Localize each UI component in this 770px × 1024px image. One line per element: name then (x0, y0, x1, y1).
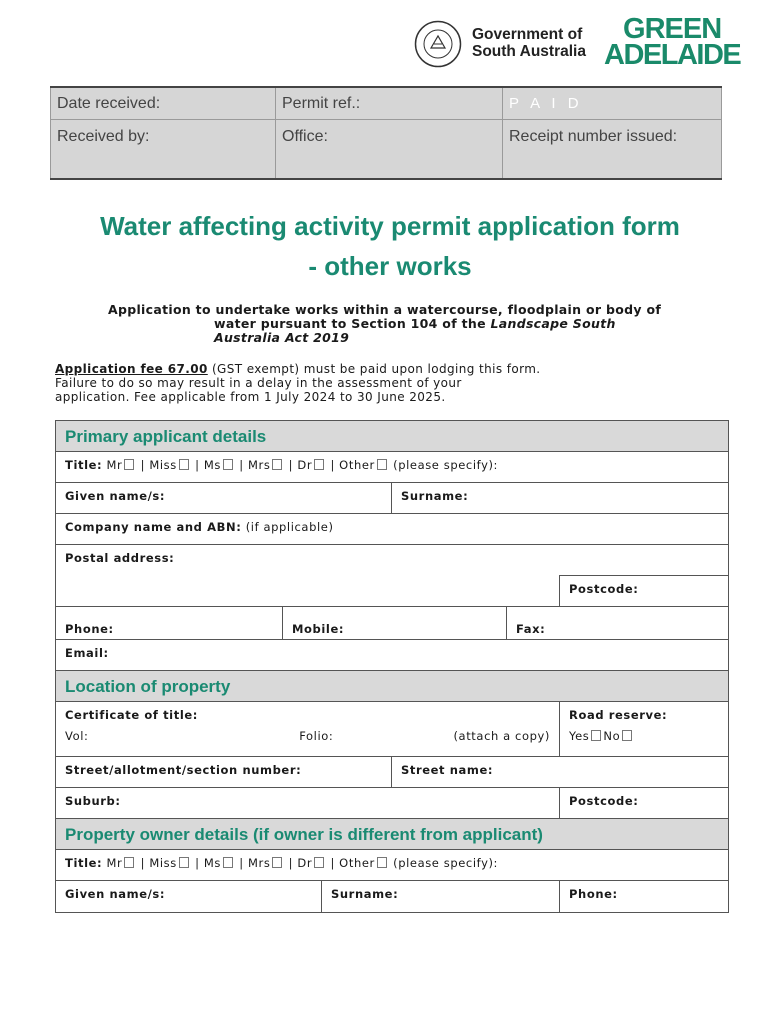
suburb-row (56, 788, 728, 819)
street-row (56, 757, 728, 788)
email-row (56, 640, 728, 671)
paid-stamp: P A I D (503, 87, 722, 120)
green-adelaide-logo: GREEN ADELAIDE (604, 13, 741, 71)
owner-given-name-field[interactable]: Given name/s: (56, 881, 322, 912)
checkbox[interactable] (377, 459, 387, 470)
postal-row (56, 545, 728, 607)
email-field[interactable]: Email: (65, 646, 109, 660)
checkbox[interactable] (314, 857, 324, 868)
fax-field[interactable]: Fax: (516, 622, 546, 636)
section-heading-location: Location of property (56, 671, 728, 702)
permit-ref-field[interactable]: Permit ref.: (276, 87, 503, 120)
checkbox[interactable] (591, 730, 601, 741)
owner-phone-field[interactable]: Phone: (569, 887, 618, 901)
checkbox[interactable] (377, 857, 387, 868)
surname-field[interactable]: Surname: (401, 489, 469, 503)
government-logo-text: Government of South Australia (472, 26, 586, 60)
office-use-table (50, 86, 722, 180)
name-row (56, 483, 728, 514)
certificate-of-title-field[interactable]: Certificate of title: Vol: Folio: (attach a copy) (56, 702, 560, 756)
postcode-field[interactable]: Postcode: (559, 575, 728, 606)
suburb-field[interactable]: Suburb: (56, 788, 560, 818)
fee-notice: Application fee 67.00 (GST exempt) must be paid upon lodging this form. Failure to do so may result in a delay in the assessment of your application. Fee applicable from 1 July 2024 to 30 June 2025. (55, 362, 541, 404)
street-name-field[interactable]: Street name: (401, 763, 494, 777)
postcode-field[interactable]: Postcode: (569, 794, 639, 808)
checkbox[interactable] (622, 730, 632, 741)
checkbox[interactable] (314, 459, 324, 470)
received-by-field[interactable]: Received by: (51, 120, 276, 180)
owner-title-row: Title: Mr | Miss | Ms | Mrs | Dr | Other (please specify): (56, 850, 728, 881)
checkbox[interactable] (179, 459, 189, 470)
date-received-field[interactable]: Date received: (51, 87, 276, 120)
owner-name-row (56, 881, 728, 912)
given-name-field[interactable]: Given name/s: (56, 483, 392, 513)
company-field[interactable]: Company name and ABN: (if applicable) (65, 520, 334, 534)
checkbox[interactable] (124, 857, 134, 868)
section-heading-owner: Property owner details (if owner is different from applicant) (56, 819, 728, 850)
sa-government-seal (414, 20, 462, 68)
page-title: Water affecting activity permit application form - other works (100, 211, 680, 281)
receipt-number-field[interactable]: Receipt number issued: (503, 120, 722, 180)
mobile-field[interactable]: Mobile: (283, 607, 507, 639)
company-row (56, 514, 728, 545)
form-subtitle: Application to undertake works within a watercourse, floodplain or body of water pursuant to Section 104 of the Landscape South Australia Act 2019 (108, 302, 662, 345)
owner-surname-field[interactable]: Surname: (322, 881, 560, 912)
street-number-field[interactable]: Street/allotment/section number: (56, 757, 392, 787)
checkbox[interactable] (223, 459, 233, 470)
title-row: Title: Mr | Miss | Ms | Mrs | Dr | Other (please specify): (56, 452, 728, 483)
postal-address-field[interactable]: Postal address: Postcode: (56, 545, 728, 606)
checkbox[interactable] (223, 857, 233, 868)
phone-field[interactable]: Phone: (56, 607, 283, 639)
section-heading-primary: Primary applicant details (56, 421, 728, 452)
checkbox[interactable] (272, 459, 282, 470)
office-field[interactable]: Office: (276, 120, 503, 180)
checkbox[interactable] (272, 857, 282, 868)
contact-row (56, 607, 728, 640)
title-cert-row (56, 702, 728, 757)
checkbox[interactable] (124, 459, 134, 470)
checkbox[interactable] (179, 857, 189, 868)
road-reserve-field[interactable]: Road reserve: Yes No (569, 708, 668, 743)
application-form (55, 420, 729, 913)
